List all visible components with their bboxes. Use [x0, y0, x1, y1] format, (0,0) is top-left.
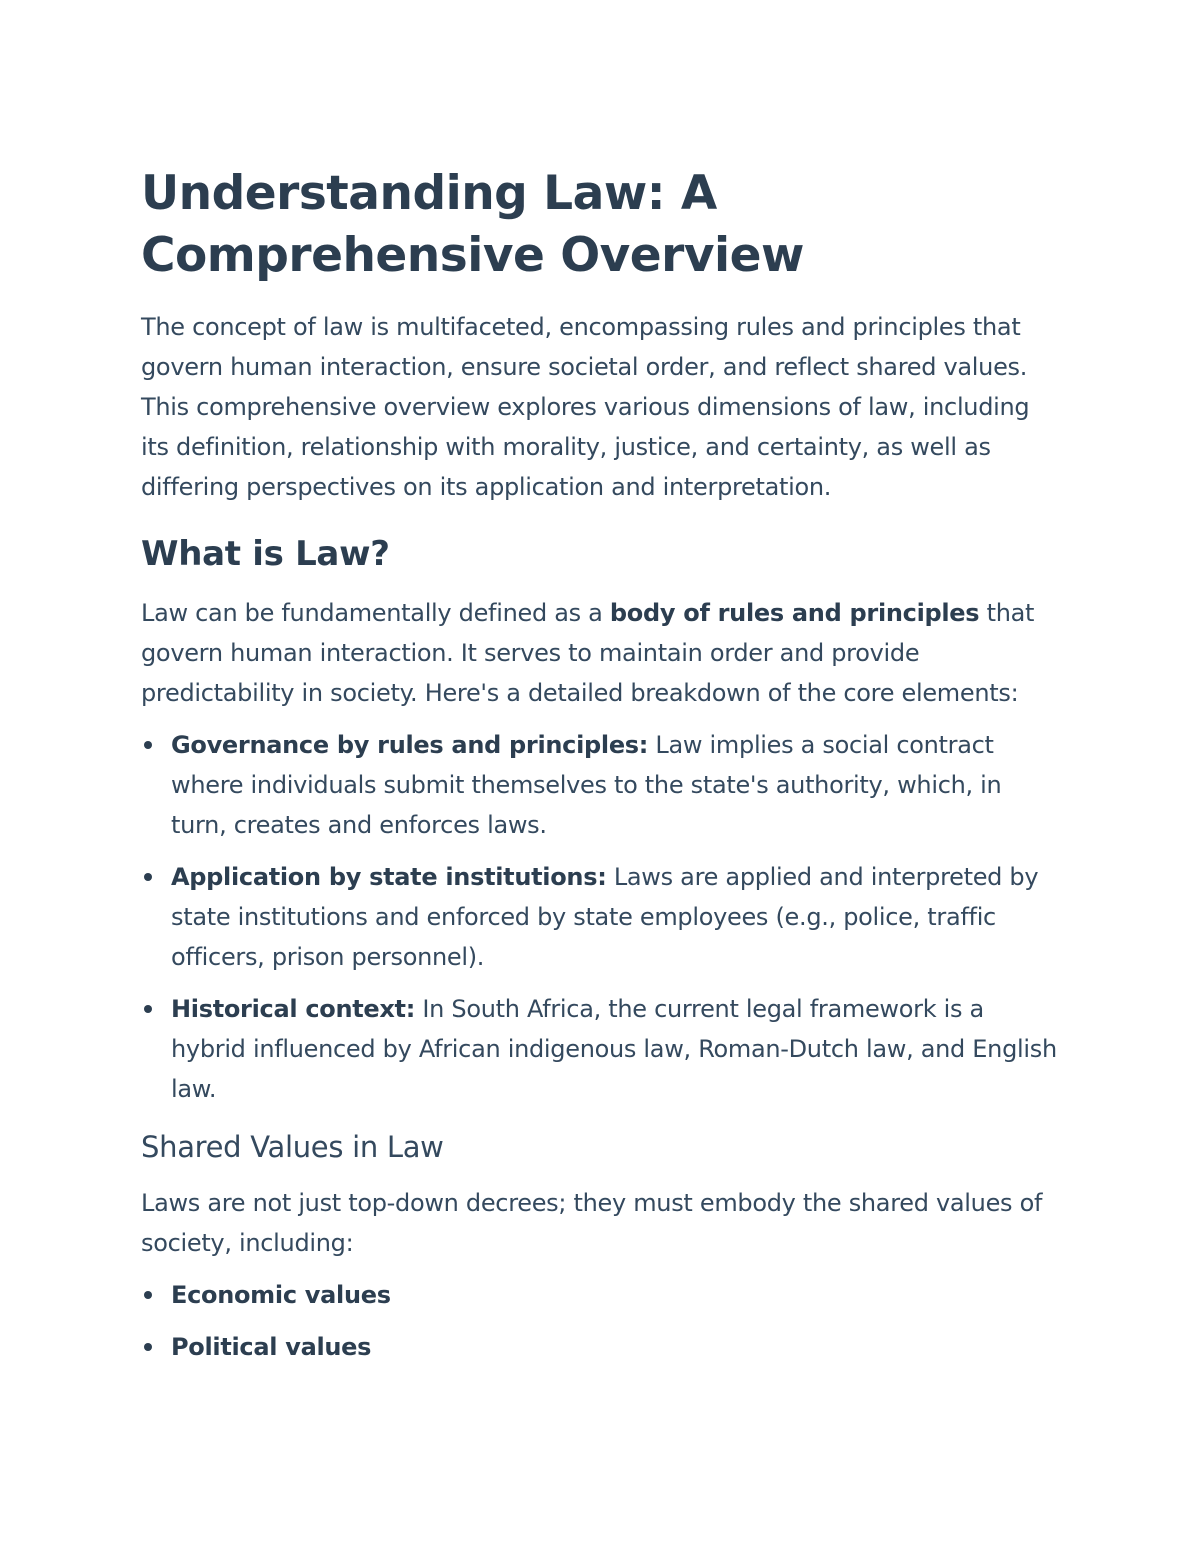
list-item	[141, 725, 1061, 845]
intro-paragraph: The concept of law is multifaceted, encompassing rules and principles that govern human interaction, ensure societal order, and reflect shared values. This comprehensive overview explores various dimensions of law, including its definition, relationship with morality, justice, and certainty, as well as differing perspectives on its application and interpretation.	[141, 313, 1030, 501]
list-item	[141, 857, 1061, 977]
list-item	[141, 1275, 1061, 1315]
paragraph-text: that govern human interaction. It serves to maintain order and provide predictability in society. Here's a detailed breakdown of the core elements:	[141, 599, 1035, 707]
core-elements-list	[141, 725, 1061, 1109]
list-item-term: Economic values	[171, 1281, 391, 1309]
list-item-term: Political values	[171, 1333, 372, 1361]
shared-values-list	[141, 1275, 1061, 1367]
paragraph-text: Law can be fundamentally defined as a	[141, 599, 610, 627]
document-page	[141, 163, 1061, 1379]
list-item-term: Governance by rules and principles:	[171, 731, 649, 759]
list-item	[141, 989, 1061, 1109]
list-item	[141, 1327, 1061, 1367]
bullet-icon	[144, 741, 152, 749]
shared-values-paragraph: Laws are not just top-down decrees; they must embody the shared values of society, including:	[141, 1189, 1043, 1257]
bullet-icon	[144, 1343, 152, 1351]
list-item-term: Historical context:	[171, 995, 416, 1023]
what-is-law-paragraph	[141, 593, 1061, 713]
section-heading-shared-values: Shared Values in Law	[141, 1130, 444, 1164]
list-item-text: In South Africa, the current legal framework is a hybrid influenced by African indigenous law, Roman-Dutch law, and English law.	[171, 995, 1057, 1103]
list-item-text: Law implies a social contract where individuals submit themselves to the state's authority, which, in turn, creates and enforces laws.	[171, 731, 1002, 839]
bullet-icon	[144, 873, 152, 881]
document-title: Understanding Law: A Comprehensive Overview	[141, 166, 804, 283]
bullet-icon	[144, 1005, 152, 1013]
section-heading-what-is-law: What is Law?	[141, 534, 390, 574]
paragraph-bold-text: body of rules and principles	[609, 599, 980, 627]
bullet-icon	[144, 1291, 152, 1299]
list-item-term: Application by state institutions:	[171, 863, 607, 891]
list-item-text: Laws are applied and interpreted by state institutions and enforced by state employees (e.g., police, traffic officers, prison personnel).	[171, 863, 1039, 971]
